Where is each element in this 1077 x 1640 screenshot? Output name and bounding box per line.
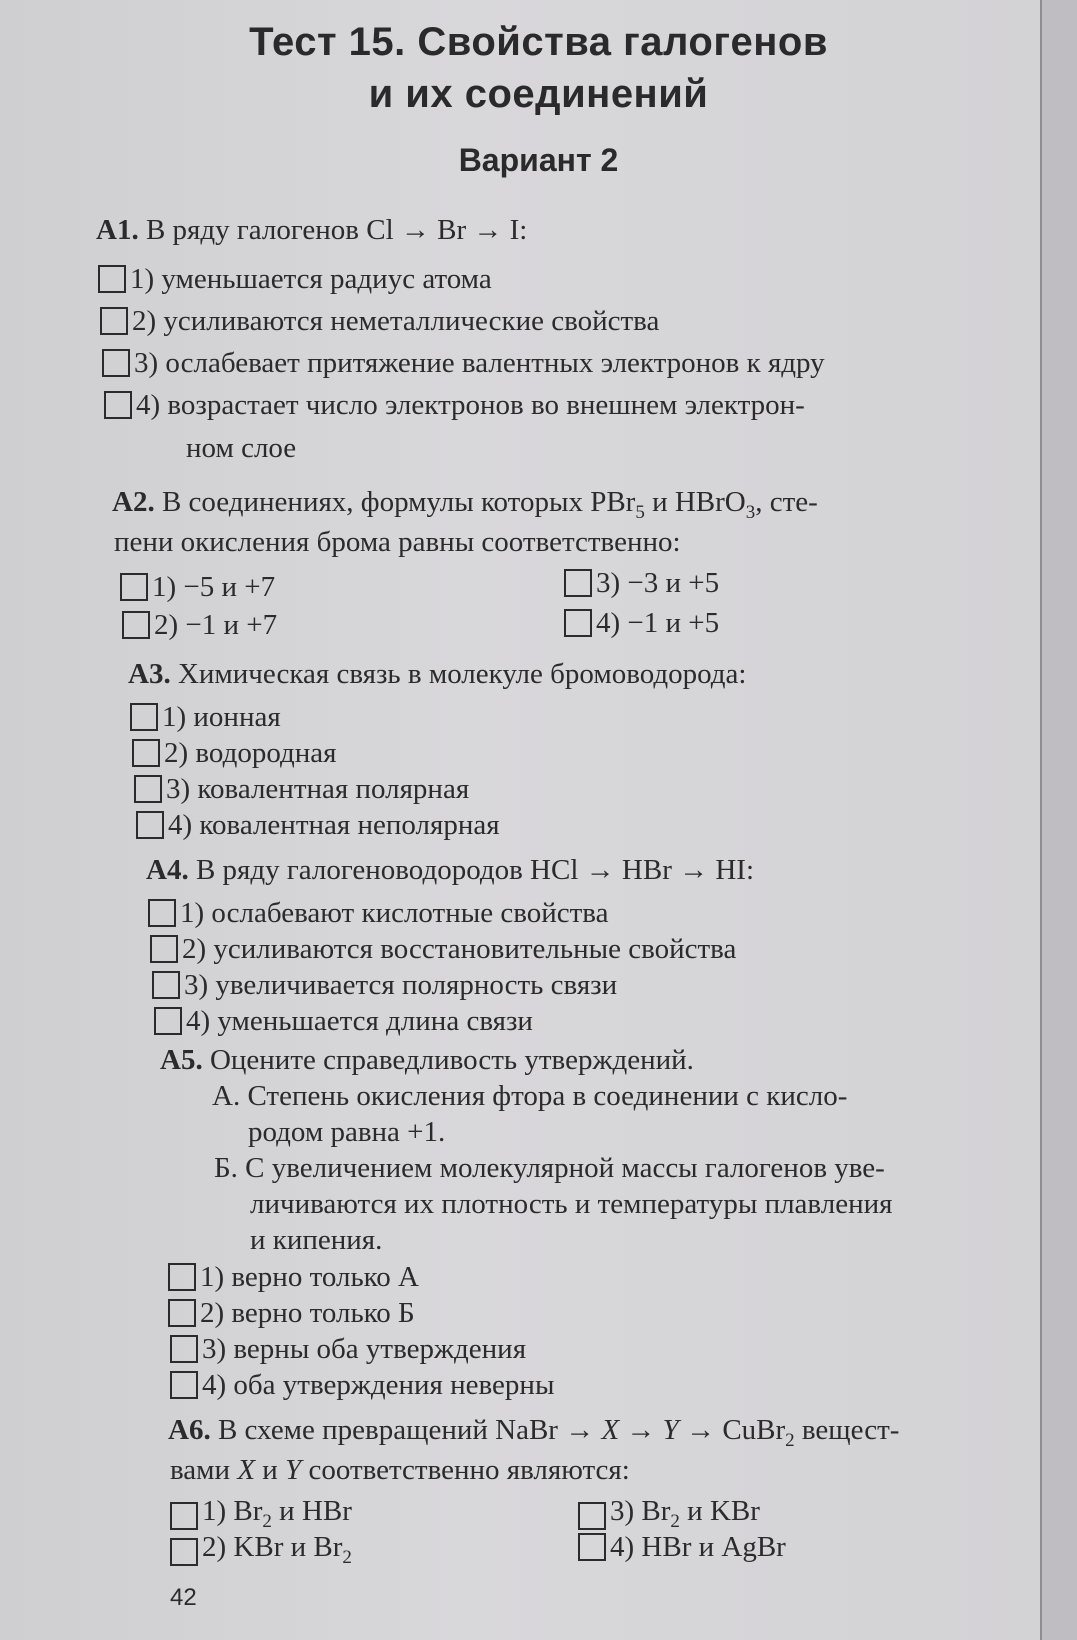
question-number: А4. xyxy=(146,854,189,886)
option-label: 3) −3 и +5 xyxy=(596,567,720,599)
a6-option-2[interactable] xyxy=(170,1530,352,1575)
checkbox[interactable] xyxy=(578,1533,606,1561)
variable-y: Y xyxy=(285,1454,302,1486)
option-label: 4) уменьшается длина связи xyxy=(186,1005,533,1037)
option-label: 3) ковалентная полярная xyxy=(166,773,470,805)
question-text: , сте- xyxy=(755,486,818,518)
a4-option-3[interactable] xyxy=(152,968,617,1002)
option-label: 2) усиливаются восстановительные свойства xyxy=(182,933,737,965)
checkbox[interactable] xyxy=(578,1502,606,1530)
option-label: 2) −1 и +7 xyxy=(154,609,278,641)
question-a5 xyxy=(160,1042,694,1078)
a3-option-4[interactable] xyxy=(136,808,500,842)
a1-option-3[interactable] xyxy=(102,346,825,380)
checkbox[interactable] xyxy=(170,1335,198,1363)
subscript: 2 xyxy=(785,1429,795,1451)
option-label: 3) верны оба утверждения xyxy=(202,1333,527,1365)
option-label: 2) усиливаются неметаллические свойства xyxy=(132,305,660,337)
a4-option-4[interactable] xyxy=(154,1004,533,1038)
statement-a-line1: А. Степень окисления фтора в соединении с кисло- xyxy=(212,1080,848,1112)
variable-x: X xyxy=(237,1454,256,1486)
a3-option-1[interactable] xyxy=(130,700,281,734)
a5-option-2[interactable] xyxy=(168,1296,415,1330)
checkbox[interactable] xyxy=(100,307,128,335)
question-a3 xyxy=(128,656,746,692)
a1-option-1[interactable] xyxy=(98,262,492,296)
question-number: А5. xyxy=(160,1044,203,1076)
a4-option-2[interactable] xyxy=(150,932,736,966)
page-edge xyxy=(1040,0,1077,1640)
checkbox[interactable] xyxy=(564,609,592,637)
option-label: 2) KBr и $Br_2$ xyxy=(202,1531,352,1568)
a1-option-4-continuation: ном слое xyxy=(186,432,297,464)
question-text: вами xyxy=(170,1454,238,1486)
question-number: А2. xyxy=(112,486,155,518)
statement-b-line2: личиваются их плотность и температуры плавления xyxy=(250,1188,893,1220)
checkbox[interactable] xyxy=(168,1299,196,1327)
question-text: В схеме превращений NaBr → xyxy=(217,1414,602,1446)
checkbox[interactable] xyxy=(130,703,158,731)
variant-heading: Вариант 2 xyxy=(458,142,619,178)
a4-option-1[interactable] xyxy=(148,896,608,930)
statement-a-line2: родом равна +1. xyxy=(248,1116,446,1148)
option-label: 3) ослабевает притяжение валентных электронов к ядру xyxy=(134,347,825,379)
statement-b-line3: и кипения. xyxy=(250,1224,383,1256)
question-a1 xyxy=(96,212,527,248)
test-title-line1: Тест 15. Свойства галогенов xyxy=(249,20,828,64)
checkbox[interactable] xyxy=(134,775,162,803)
question-number: А6. xyxy=(168,1414,211,1446)
test-title-line2: и их соединений xyxy=(368,72,709,116)
option-label: 2) верно только Б xyxy=(200,1297,415,1329)
option-label: 1) ионная xyxy=(162,701,281,733)
variable-y: Y xyxy=(662,1414,679,1446)
question-a2-line2: пени окисления брома равны соответственно: xyxy=(114,526,681,558)
option-label: 4) ковалентная неполярная xyxy=(168,809,500,841)
question-text: → CuBr xyxy=(678,1414,786,1446)
checkbox[interactable] xyxy=(98,265,126,293)
checkbox[interactable] xyxy=(168,1263,196,1291)
checkbox[interactable] xyxy=(102,349,130,377)
a5-option-3[interactable] xyxy=(170,1332,526,1366)
option-label: 1) −5 и +7 xyxy=(152,571,276,603)
a2-option-3[interactable] xyxy=(564,566,719,600)
question-text: и HBrO xyxy=(644,486,746,518)
checkbox[interactable] xyxy=(564,569,592,597)
subscript: 3 xyxy=(745,501,756,523)
question-text: Оцените справедливость утверждений. xyxy=(209,1044,694,1076)
statement-b-line1: Б. С увеличением молекулярной массы галогенов уве- xyxy=(214,1152,885,1184)
option-label: 3) $Br_2$ и KBr xyxy=(610,1495,760,1532)
option-label: 1) верно только А xyxy=(200,1261,419,1293)
option-label: 1) ослабевают кислотные свойства xyxy=(180,897,609,929)
option-label: 4) −1 и +5 xyxy=(596,607,720,639)
a3-option-3[interactable] xyxy=(134,772,469,806)
a6-option-4[interactable] xyxy=(578,1530,786,1564)
checkbox[interactable] xyxy=(148,899,176,927)
question-a6-line2 xyxy=(170,1452,630,1488)
arrow: → xyxy=(619,1414,663,1446)
question-text: В ряду галогеноводородов HCl → HBr → HI: xyxy=(195,854,755,886)
a2-option-2[interactable] xyxy=(122,608,277,642)
checkbox[interactable] xyxy=(120,573,148,601)
question-text: и xyxy=(255,1454,286,1486)
option-label: 2) водородная xyxy=(164,737,337,769)
option-label: 4) возрастает число электронов во внешнем электрон- xyxy=(136,389,805,421)
question-text: вещест- xyxy=(794,1414,900,1446)
question-text: В ряду галогенов Cl → Br → I: xyxy=(145,214,528,246)
a5-option-1[interactable] xyxy=(168,1260,419,1294)
checkbox[interactable] xyxy=(122,611,150,639)
variable-x: X xyxy=(601,1414,620,1446)
a2-option-4[interactable] xyxy=(564,606,719,640)
question-number: А3. xyxy=(128,658,171,690)
option-label: 4) оба утверждения неверны xyxy=(202,1369,555,1401)
a5-option-4[interactable] xyxy=(170,1368,554,1402)
checkbox[interactable] xyxy=(150,935,178,963)
checkbox[interactable] xyxy=(132,739,160,767)
option-label: 1) уменьшается радиус атома xyxy=(130,263,492,295)
option-label: 4) HBr и AgBr xyxy=(610,1531,786,1563)
checkbox[interactable] xyxy=(154,1007,182,1035)
question-text: В соединениях, формулы которых PBr xyxy=(161,486,636,518)
question-number: А1. xyxy=(96,214,139,246)
question-a4 xyxy=(146,852,754,888)
subscript: 5 xyxy=(635,501,645,523)
option-label: 1) $Br_2$ и HBr xyxy=(202,1495,352,1532)
page-number: 42 xyxy=(170,1584,197,1611)
option-label: 3) увеличивается полярность связи xyxy=(184,969,618,1001)
a3-option-2[interactable] xyxy=(132,736,336,770)
question-text: соответственно являются: xyxy=(301,1454,630,1486)
checkbox[interactable] xyxy=(170,1502,198,1530)
checkbox[interactable] xyxy=(170,1538,198,1566)
checkbox[interactable] xyxy=(136,811,164,839)
a1-option-2[interactable] xyxy=(100,304,659,338)
checkbox[interactable] xyxy=(104,391,132,419)
checkbox[interactable] xyxy=(170,1371,198,1399)
a1-option-4[interactable] xyxy=(104,388,805,422)
a2-option-1[interactable] xyxy=(120,570,275,604)
question-text: Химическая связь в молекуле бромоводорода: xyxy=(177,658,747,690)
checkbox[interactable] xyxy=(152,971,180,999)
